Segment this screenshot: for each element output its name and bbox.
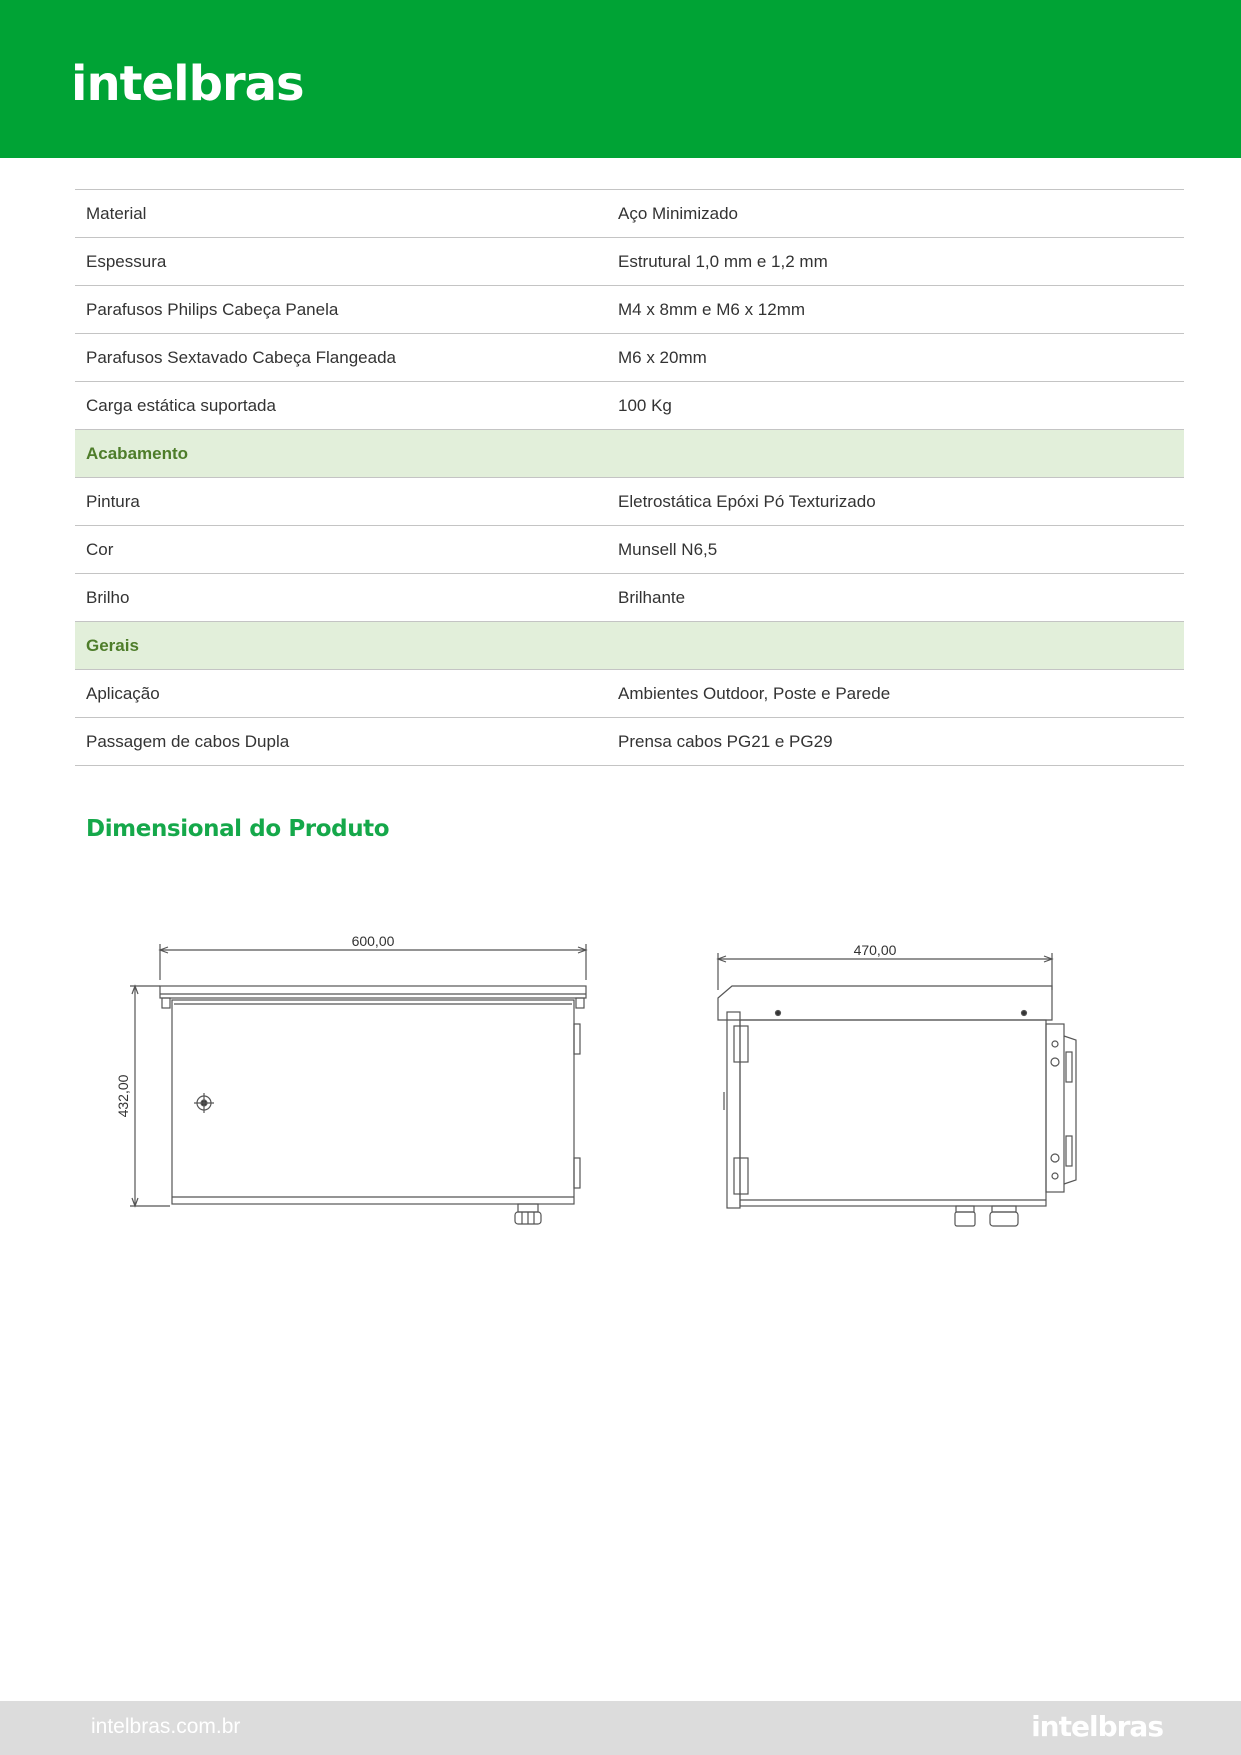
side-gland-large-nut bbox=[992, 1206, 1016, 1212]
spec-row bbox=[75, 286, 1184, 334]
spec-row bbox=[75, 718, 1184, 766]
spec-value: M4 x 8mm e M6 x 12mm bbox=[607, 286, 1184, 334]
side-bracket-hole-1 bbox=[1052, 1041, 1058, 1047]
side-gland-small-body bbox=[955, 1212, 975, 1226]
spec-value: Ambientes Outdoor, Poste e Parede bbox=[607, 670, 1184, 718]
spec-row bbox=[75, 526, 1184, 574]
side-depth-label: 470,00 bbox=[853, 942, 897, 958]
section-filler bbox=[607, 430, 1184, 478]
side-bracket-slot-bottom bbox=[1066, 1136, 1072, 1166]
front-gland-nut bbox=[518, 1204, 538, 1212]
specifications-table bbox=[75, 189, 1184, 766]
spec-value: Brilhante bbox=[607, 574, 1184, 622]
spec-value: Munsell N6,5 bbox=[607, 526, 1184, 574]
side-bracket-hole-3 bbox=[1051, 1154, 1059, 1162]
section-title: Acabamento bbox=[75, 430, 607, 478]
side-bracket-hole-4 bbox=[1052, 1173, 1058, 1179]
spec-value: Prensa cabos PG21 e PG29 bbox=[607, 718, 1184, 766]
spec-row bbox=[75, 478, 1184, 526]
section-title: Gerais bbox=[75, 622, 607, 670]
spec-label: Cor bbox=[75, 526, 607, 574]
spec-row bbox=[75, 670, 1184, 718]
front-hinge-bottom bbox=[574, 1158, 580, 1188]
front-roof-bracket-right bbox=[576, 998, 584, 1008]
side-roof bbox=[718, 986, 1052, 1020]
section-header-row bbox=[75, 430, 1184, 478]
side-roof-screw-left bbox=[776, 1011, 781, 1016]
spec-value: Aço Minimizado bbox=[607, 190, 1184, 238]
front-height-label: 432,00 bbox=[115, 1074, 131, 1118]
section-filler bbox=[607, 622, 1184, 670]
footer-intelbras-logo: intelbras bbox=[1031, 1710, 1163, 1743]
spec-value: Estrutural 1,0 mm e 1,2 mm bbox=[607, 238, 1184, 286]
spec-row bbox=[75, 334, 1184, 382]
footer-url-link[interactable]: intelbras.com.br bbox=[91, 1715, 241, 1738]
spec-value: M6 x 20mm bbox=[607, 334, 1184, 382]
section-header-row bbox=[75, 622, 1184, 670]
spec-label: Brilho bbox=[75, 574, 607, 622]
side-hinge-top bbox=[734, 1026, 748, 1062]
dimensional-title: Dimensional do Produto bbox=[86, 816, 390, 842]
spec-row bbox=[75, 382, 1184, 430]
front-roof bbox=[160, 986, 586, 998]
footer-bar bbox=[0, 1701, 1241, 1755]
header-banner bbox=[0, 0, 1241, 158]
front-hinge-top bbox=[574, 1024, 580, 1054]
front-view bbox=[130, 944, 586, 1224]
spec-label: Espessura bbox=[75, 238, 607, 286]
spec-label: Parafusos Philips Cabeça Panela bbox=[75, 286, 607, 334]
side-body bbox=[740, 1020, 1046, 1206]
spec-value: Eletrostática Epóxi Pó Texturizado bbox=[607, 478, 1184, 526]
spec-label: Passagem de cabos Dupla bbox=[75, 718, 607, 766]
spec-label: Material bbox=[75, 190, 607, 238]
side-bracket-slot-top bbox=[1066, 1052, 1072, 1082]
side-roof-screw-right bbox=[1022, 1011, 1027, 1016]
front-roof-bracket-left bbox=[162, 998, 170, 1008]
front-body bbox=[172, 1000, 574, 1204]
spec-label: Pintura bbox=[75, 478, 607, 526]
side-hinge-bottom bbox=[734, 1158, 748, 1194]
spec-row bbox=[75, 238, 1184, 286]
dimensional-drawing bbox=[110, 920, 1110, 1240]
side-bracket-plate bbox=[1046, 1024, 1064, 1192]
spec-row bbox=[75, 574, 1184, 622]
side-view bbox=[718, 953, 1076, 1226]
side-bracket-hole-2 bbox=[1051, 1058, 1059, 1066]
side-gland-large-body bbox=[990, 1212, 1018, 1226]
spec-label: Parafusos Sextavado Cabeça Flangeada bbox=[75, 334, 607, 382]
spec-value: 100 Kg bbox=[607, 382, 1184, 430]
front-width-label: 600,00 bbox=[351, 933, 395, 949]
intelbras-logo: intelbras bbox=[71, 56, 304, 112]
spec-label: Carga estática suportada bbox=[75, 382, 607, 430]
specifications-table-body bbox=[75, 190, 1184, 766]
spec-row bbox=[75, 190, 1184, 238]
spec-label: Aplicação bbox=[75, 670, 607, 718]
side-gland-small-nut bbox=[956, 1206, 974, 1212]
